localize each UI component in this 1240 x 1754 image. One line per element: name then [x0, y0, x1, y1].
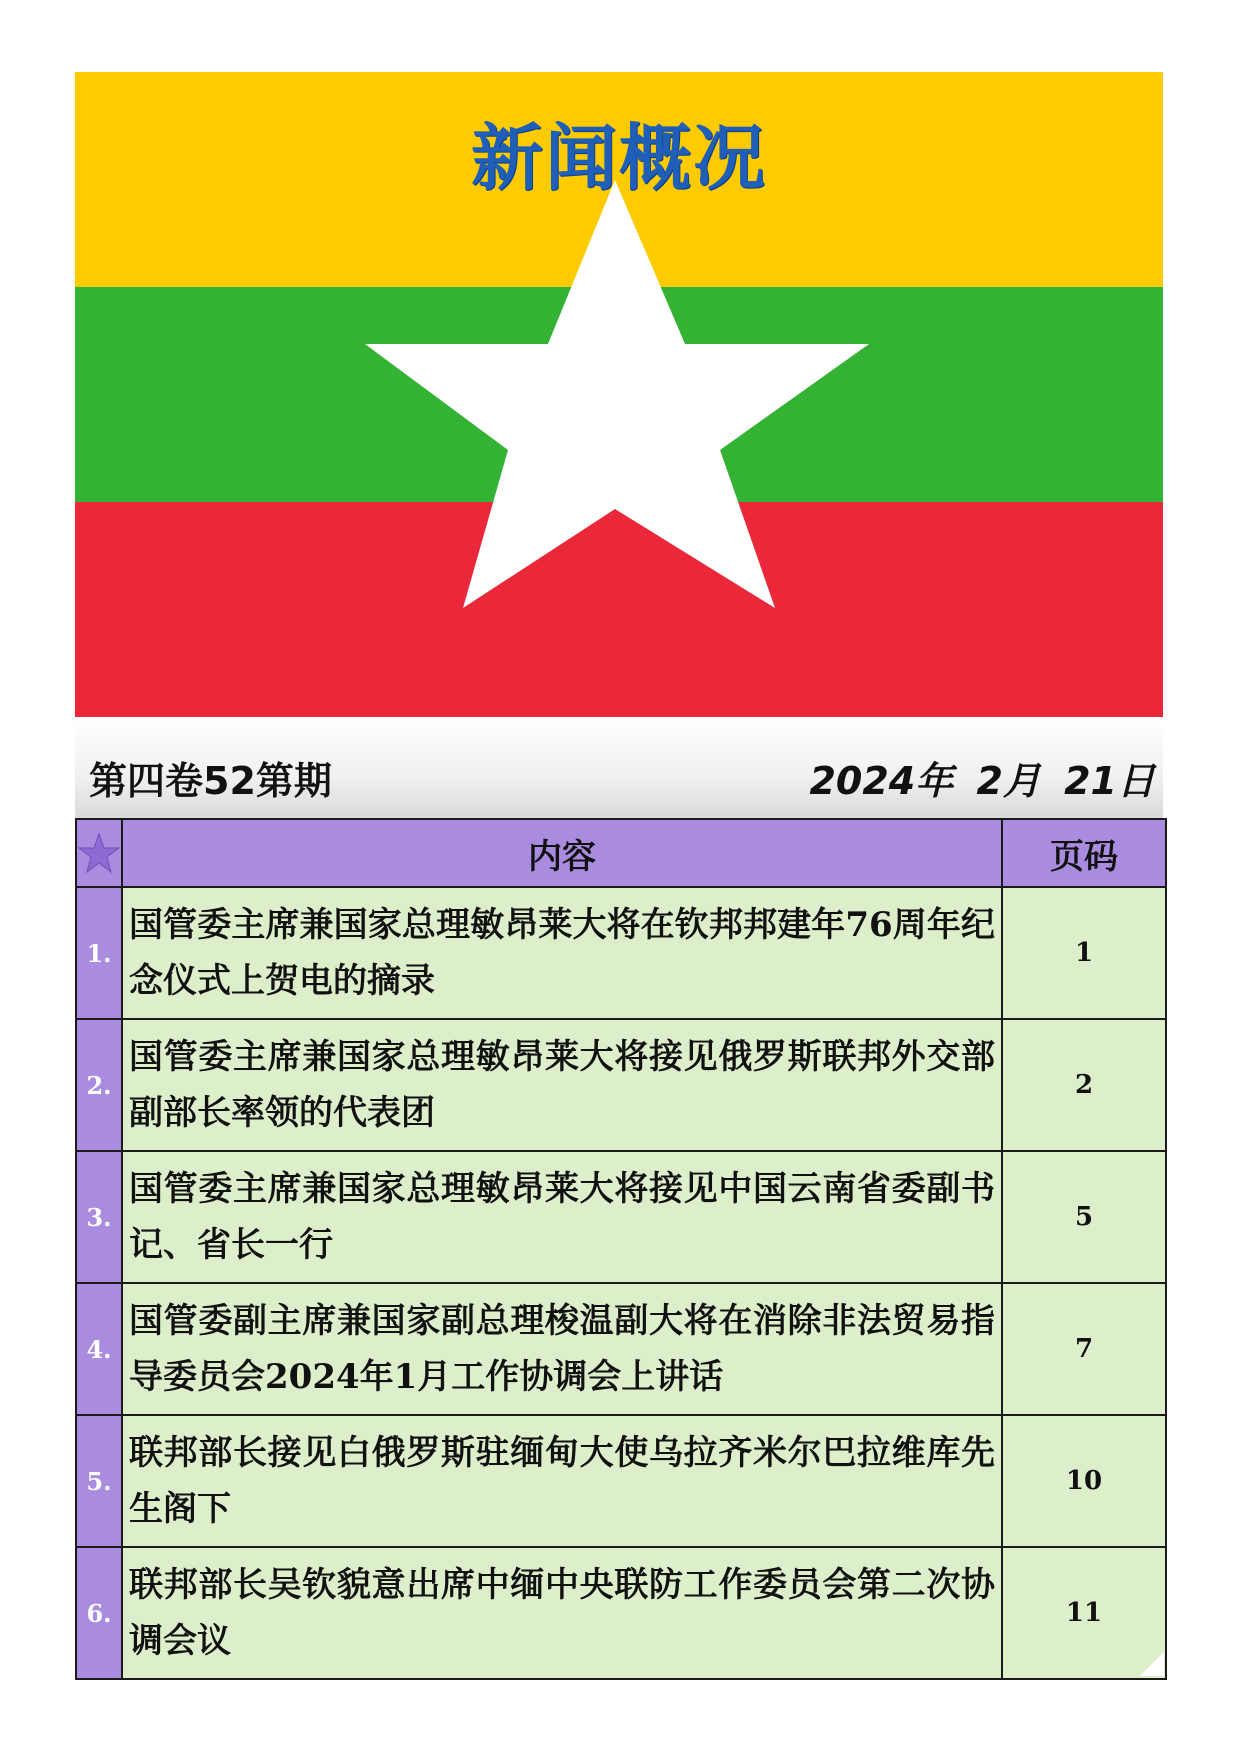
- row-title: 国管委主席兼国家总理敏昂莱大将接见俄罗斯联邦外交部副部长率领的代表团: [122, 1019, 1002, 1151]
- table-row: [76, 1415, 1166, 1547]
- table-row: [76, 1283, 1166, 1415]
- issue-date: 2024年 2月 21日: [809, 759, 1155, 803]
- table-row: [76, 887, 1166, 1019]
- issue-bar: [75, 718, 1163, 818]
- row-page: 7: [1002, 1283, 1166, 1415]
- myanmar-flag-banner: [75, 72, 1163, 717]
- contents-table: [75, 818, 1167, 1680]
- row-page: 10: [1002, 1415, 1166, 1547]
- row-title: 国管委主席兼国家总理敏昂莱大将接见中国云南省委副书记、省长一行: [122, 1151, 1002, 1283]
- header-star-cell: [76, 819, 122, 887]
- row-title: 联邦部长吴钦貌意出席中缅中央联防工作委员会第二次协调会议: [122, 1547, 1002, 1679]
- row-number: 5.: [76, 1415, 122, 1547]
- row-number: 2.: [76, 1019, 122, 1151]
- row-number: 4.: [76, 1283, 122, 1415]
- table-row: [76, 1019, 1166, 1151]
- row-page: 1: [1002, 887, 1166, 1019]
- page-title: 新闻概况: [470, 116, 767, 200]
- table-row: [76, 1151, 1166, 1283]
- row-number: 3.: [76, 1151, 122, 1283]
- table-row: [76, 1547, 1166, 1679]
- issue-volume: 第四卷52第期: [89, 759, 332, 803]
- column-header-page: 页码: [1002, 819, 1166, 887]
- row-number: 1.: [76, 887, 122, 1019]
- row-page: 11: [1002, 1547, 1166, 1679]
- row-page: 5: [1002, 1151, 1166, 1283]
- row-number: 6.: [76, 1547, 122, 1679]
- table-header-row: [76, 819, 1166, 887]
- column-header-content: 内容: [122, 819, 1002, 887]
- row-title: 国管委副主席兼国家副总理梭温副大将在消除非法贸易指导委员会2024年1月工作协调会上讲话: [122, 1283, 1002, 1415]
- row-title: 国管委主席兼国家总理敏昂莱大将在钦邦邦建年76周年纪念仪式上贺电的摘录: [122, 887, 1002, 1019]
- page-corner-fold: [1140, 1652, 1164, 1676]
- star-icon: [78, 832, 120, 874]
- row-page: 2: [1002, 1019, 1166, 1151]
- row-title: 联邦部长接见白俄罗斯驻缅甸大使乌拉齐米尔巴拉维库先生阁下: [122, 1415, 1002, 1547]
